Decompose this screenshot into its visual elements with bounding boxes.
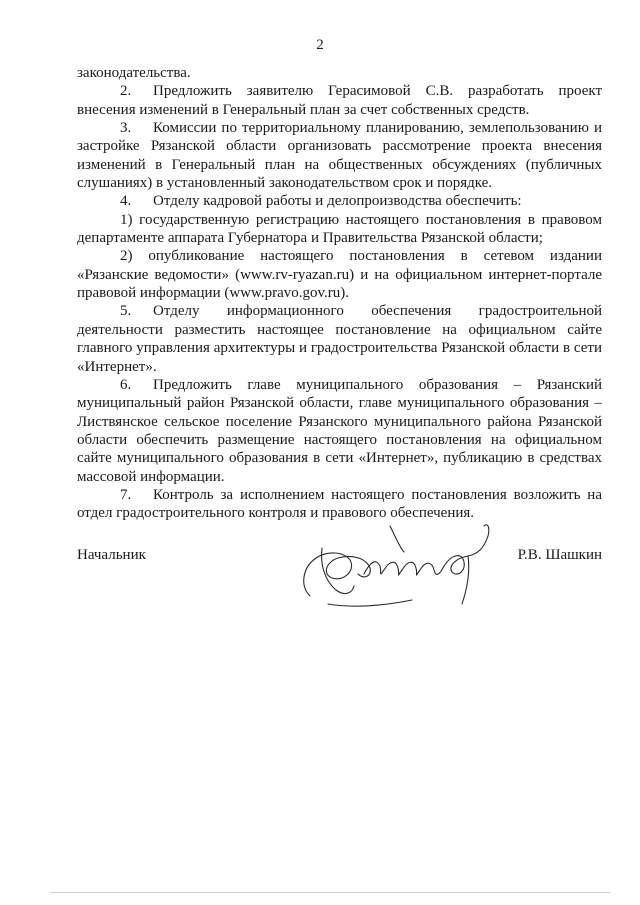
paragraph-item-6	[77, 376, 602, 486]
paragraph-text: Предложить заявителю Герасимовой С.В. разработать проект внесения изменений в Генеральный план за счет собственных средств.	[77, 83, 602, 118]
signatory-title: Начальник	[77, 547, 146, 563]
handwritten-signature	[292, 508, 512, 618]
scan-edge-divider	[50, 892, 610, 893]
paragraph-number: 2.	[120, 83, 132, 100]
paragraph-item-5	[77, 302, 602, 375]
paragraph-text: Предложить главе муниципального образования – Рязанский муниципальный район Рязанской области, главе муниципального образования – Листвянское сельское поселение Рязанского муниципального района Рязанской области обеспечить размещение настоящего постановления на официальном сайте муниципального образования в сети «Интернет», публикацию в средствах массовой информации.	[77, 376, 602, 485]
paragraph-number: 5.	[120, 303, 132, 320]
paragraph-subitem-1	[77, 211, 602, 248]
signatory-name: Р.В. Шашкин	[517, 547, 602, 563]
paragraph-text: 1) государственную регистрацию настоящего постановления в правовом департаменте аппарата Губернатора и Правительства Рязанской области;	[77, 211, 602, 247]
paragraph-text: Отделу информационного обеспечения градостроительной деятельности разместить настоящее постановление на официальном сайте главного управления архитектуры и градостроительства Рязанской области в сети «Интернет».	[77, 303, 602, 375]
paragraph-item-4	[77, 192, 602, 210]
paragraph-subitem-2	[77, 247, 602, 302]
paragraph-text: законодательства.	[77, 65, 191, 81]
signature-block	[77, 538, 602, 628]
paragraph-item-3	[77, 119, 602, 192]
paragraph-number: 6.	[120, 376, 132, 393]
paragraph-continuation	[77, 64, 602, 82]
paragraph-text: 2) опубликование настоящего постановления в сетевом издании «Рязанские ведомости» (www.rv-ryazan.ru) и на официальном интернет-портале правовой информации (www.pravo.gov.ru).	[77, 248, 602, 302]
paragraph-number: 7.	[120, 486, 132, 503]
page-number: 2	[316, 37, 324, 53]
paragraph-text: Контроль за исполнением настоящего постановления возложить на отдел градостроительного контроля и правового обеспечения.	[77, 486, 602, 522]
document-body	[77, 64, 602, 523]
paragraph-number: 3.	[120, 120, 132, 137]
paragraph-item-2	[77, 82, 602, 119]
paragraph-text: Отделу кадровой работы и делопроизводства обеспечить:	[153, 193, 522, 210]
paragraph-number: 4.	[120, 193, 132, 210]
paragraph-text: Комиссии по территориальному планированию, землепользованию и застройке Рязанской области организовать рассмотрение проекта внесения изменений в Генеральный план на общественных обсуждениях (публичных слушаниях) в установленный законодательством срок и порядке.	[77, 120, 602, 192]
